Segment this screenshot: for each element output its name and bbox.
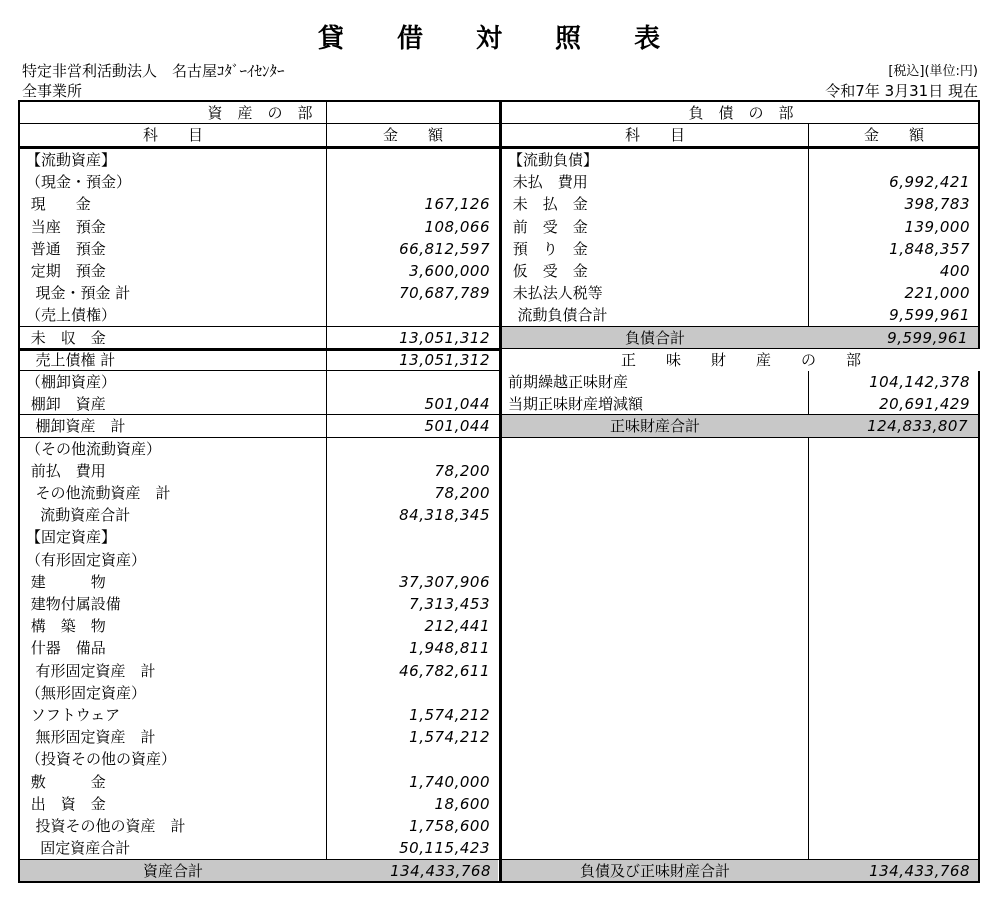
row-label: 有形固定資産 計: [26, 661, 156, 680]
assets-section-header: 資 産 の 部: [207, 104, 313, 122]
row-label: （無形固定資産）: [26, 683, 147, 702]
grand-total-row: 負債及び正味財産合計 134,433,768: [502, 860, 978, 881]
document-title: 貸 借 対 照 表: [317, 24, 683, 54]
tax-unit-label: [税込](単位:円): [888, 64, 978, 79]
row-label: 投資その他の資産 計: [26, 817, 186, 835]
row-amount: 212,441: [424, 617, 490, 636]
table-row: [20, 504, 500, 526]
row-label: 棚卸 資産: [26, 395, 106, 414]
row-amount: 221,000: [904, 284, 970, 303]
row-label: （その他流動資産）: [26, 439, 162, 458]
row-label: 【流動負債】: [508, 151, 599, 169]
row-label: 什器 備品: [26, 639, 106, 658]
row-amount: 6,992,421: [889, 173, 970, 192]
row-amount: 104,142,378: [869, 373, 970, 391]
row-amount: 1,758,600: [409, 817, 490, 835]
table-row: [502, 282, 980, 304]
liabilities-section-header: 負 債 の 部: [688, 104, 794, 122]
assets-column-header: 科 目 金 額: [142, 126, 443, 144]
table-row: [20, 571, 500, 593]
table-row: [502, 304, 980, 326]
row-amount: 3,600,000: [409, 262, 490, 280]
row-label: 未 払 金: [508, 195, 588, 214]
table-row: [20, 460, 500, 482]
table-row: [20, 526, 500, 548]
table-row: [20, 327, 500, 349]
table-row: [502, 171, 980, 193]
row-label: 前払 費用: [26, 461, 106, 480]
table-row: [502, 393, 980, 415]
row-label: 未払法人税等: [508, 284, 603, 303]
row-label: 仮 受 金: [508, 262, 588, 280]
table-row: [20, 793, 500, 815]
table-row: [20, 549, 500, 571]
row-amount: 66,812,597: [399, 239, 490, 258]
table-row: [20, 837, 500, 859]
row-label: 建 物: [26, 572, 106, 591]
row-amount: 9,599,961: [887, 328, 968, 347]
row-amount: 78,200: [434, 461, 490, 480]
row-label: 敷 金: [26, 772, 106, 791]
row-label: 正味財産合計: [609, 417, 700, 436]
row-label: 流動負債合計: [508, 306, 608, 325]
table-row: [20, 238, 500, 260]
row-label: 預 り 金: [508, 239, 588, 258]
row-amount: 37,307,906: [399, 572, 490, 591]
row-amount: 20,691,429: [879, 395, 970, 414]
row-amount: 7,313,453: [409, 595, 490, 613]
row-amount: 78,200: [434, 484, 490, 502]
table-row: [20, 704, 500, 726]
row-label: 出 資 金: [26, 794, 106, 813]
as-of-date: 令和7年 3月31日 現在: [825, 82, 978, 100]
row-label: 未 収 金: [26, 328, 106, 347]
table-row: [20, 216, 500, 238]
row-amount: 1,948,811: [409, 639, 490, 658]
table-row: [502, 238, 980, 260]
row-amount: 400: [939, 262, 970, 280]
row-label: 【固定資産】: [26, 528, 117, 547]
table-row: [20, 637, 500, 659]
table-row: [20, 393, 500, 415]
table-row: [20, 726, 500, 748]
row-label: （投資その他の資産）: [26, 750, 177, 769]
table-row: [20, 304, 500, 326]
row-amount: 1,574,212: [409, 706, 490, 724]
row-amount: 139,000: [904, 217, 970, 236]
row-label: 当期正味財産増減額: [508, 395, 644, 414]
row-amount: 501,044: [424, 395, 490, 414]
row-label: 【流動資産】: [26, 151, 117, 169]
table-row: [502, 193, 980, 215]
row-amount: 398,783: [904, 195, 970, 214]
table-row: [20, 193, 500, 215]
table-row: [20, 593, 500, 615]
row-label: 棚卸資産 計: [26, 417, 126, 436]
row-label: （売上債権）: [26, 306, 117, 325]
row-label: 普通 預金: [26, 239, 106, 258]
table-row: [502, 216, 980, 238]
assets-total-row: 資産合計 134,433,768: [20, 860, 498, 881]
row-label: 未払 費用: [508, 173, 588, 192]
row-amount: 9,599,961: [889, 306, 970, 325]
row-amount: 18,600: [434, 794, 490, 813]
liabilities-column-header: 科 目 金 額: [624, 126, 924, 144]
table-row: [20, 282, 500, 304]
row-label: 流動資産合計: [26, 506, 131, 525]
row-label: 負債合計: [624, 328, 685, 347]
table-row: [20, 771, 500, 793]
table-row: [502, 149, 980, 171]
table-row: [20, 615, 500, 637]
row-amount: 1,848,357: [889, 239, 970, 258]
row-amount: 1,740,000: [409, 772, 490, 791]
row-amount: 70,687,789: [399, 284, 490, 303]
table-row: [20, 682, 500, 704]
row-amount: 50,115,423: [399, 839, 490, 858]
row-amount: 167,126: [424, 195, 490, 214]
row-amount: 84,318,345: [399, 506, 490, 525]
balance-sheet-table: [18, 100, 980, 883]
row-amount: 124,833,807: [867, 417, 968, 436]
row-label: 売上債権 計: [26, 350, 116, 369]
table-row: [20, 438, 500, 460]
table-row: [20, 371, 500, 393]
org-name: 特定非営利活動法人 名古屋ｺﾀﾞｰｲｾﾝﾀｰ: [22, 62, 285, 80]
row-amount: 501,044: [424, 417, 490, 436]
row-label: その他流動資産 計: [26, 484, 171, 502]
row-label: 前 受 金: [508, 217, 588, 236]
row-amount: 13,051,312: [399, 328, 490, 347]
row-label: （棚卸資産）: [26, 373, 117, 391]
row-label: 前期繰越正味財産: [508, 373, 629, 391]
row-label: ソフトウェア: [26, 706, 121, 724]
row-amount: 13,051,312: [399, 350, 490, 369]
row-label: 構 築 物: [26, 617, 106, 636]
table-row: [20, 482, 500, 504]
table-row: [20, 171, 500, 193]
table-row: [20, 349, 500, 371]
row-amount: 1,574,212: [409, 728, 490, 747]
net-assets-section-header: 正 味 財 産 の 部: [502, 349, 980, 371]
row-amount: 108,066: [424, 217, 490, 236]
table-row: [502, 371, 980, 393]
row-label: 現金・預金 計: [26, 284, 131, 303]
row-label: （有形固定資産）: [26, 550, 147, 569]
table-row: [20, 815, 500, 837]
row-label: 現 金: [26, 195, 91, 214]
net-assets-total-row: [502, 415, 978, 437]
table-row: [20, 149, 500, 171]
row-label: 固定資産合計: [26, 839, 131, 858]
table-row: [502, 260, 980, 282]
row-label: （現金・預金）: [26, 173, 132, 192]
liabilities-total-row: [502, 327, 978, 349]
row-label: 建物付属設備: [26, 595, 121, 613]
row-label: 無形固定資産 計: [26, 728, 156, 747]
table-row: [20, 748, 500, 770]
table-row: [20, 260, 500, 282]
table-row: [20, 660, 500, 682]
row-amount: 46,782,611: [399, 661, 490, 680]
row-label: 当座 預金: [26, 217, 106, 236]
table-row: [20, 415, 500, 437]
scope-label: 全事業所: [22, 82, 83, 100]
row-label: 定期 預金: [26, 262, 106, 280]
